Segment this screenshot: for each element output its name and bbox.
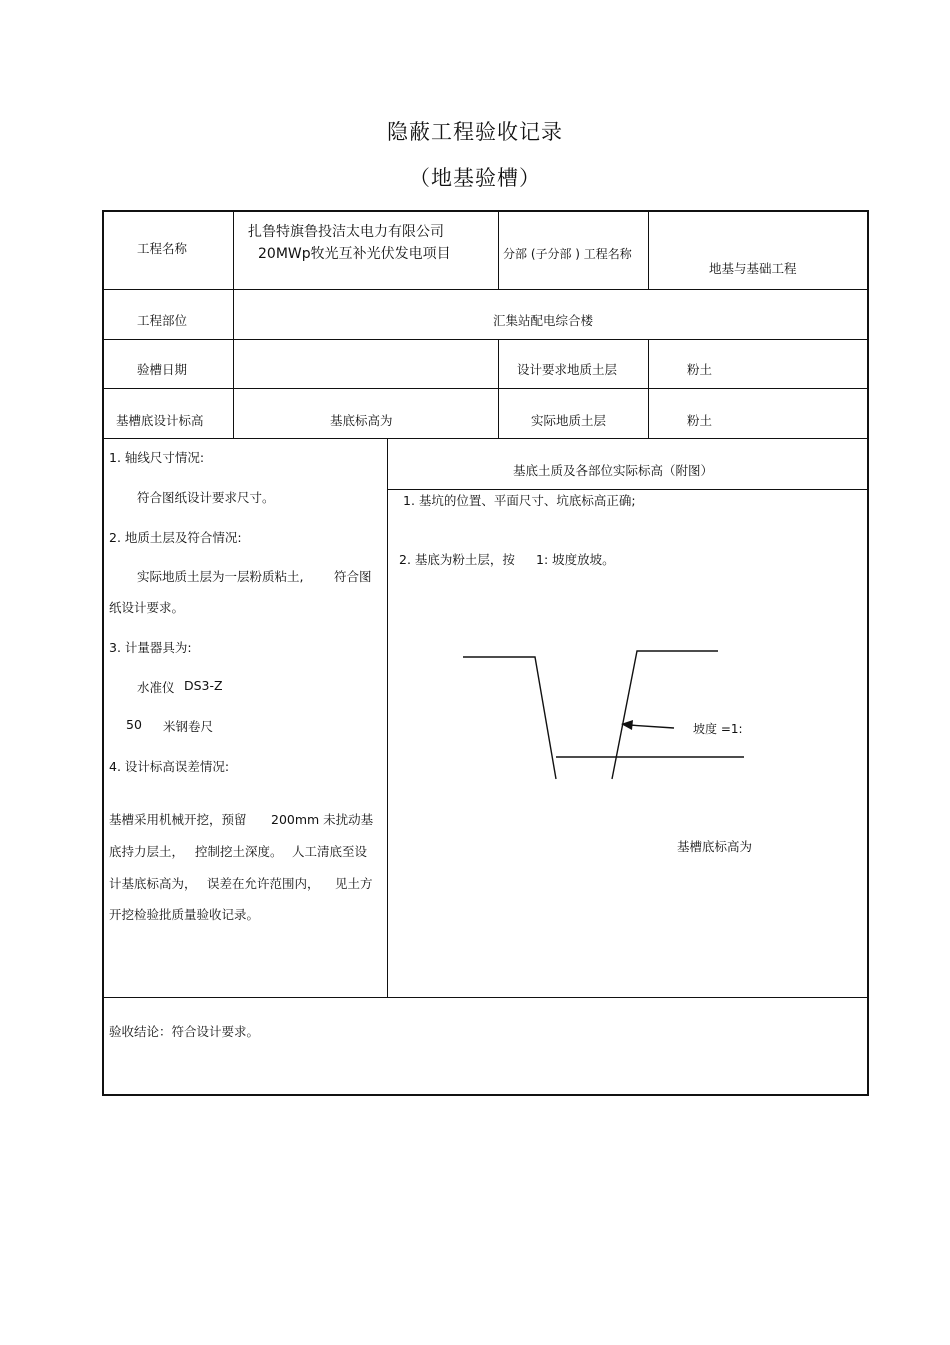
sketch-note-2a: 2. 基底为粉土层，按 (399, 552, 515, 567)
elevation-text-4: 开挖检验批质量验收记录。 (109, 907, 260, 922)
section-soil-text-a: 实际地质土层为一层粉质粘土, (137, 569, 304, 584)
project-name-line1: 扎鲁特旗鲁投洁太电力有限公司 (248, 224, 444, 240)
section-soil-text-b: 符合图 (334, 569, 372, 584)
elevation-text-1b: 200mm 未扰动基 (271, 812, 374, 827)
elevation-text-2c: 人工清底至设 (292, 844, 368, 859)
design-soil-label: 设计要求地质土层 (517, 362, 618, 377)
col-divider (648, 339, 649, 439)
actual-soil-value: 粉土 (687, 413, 713, 428)
acceptance-conclusion: 验收结论：符合设计要求。 (109, 1024, 260, 1039)
sketch-note-2b: 1: 坡度放坡。 (536, 552, 615, 567)
row-divider (102, 388, 867, 389)
elevation-text-2a: 底持力层土， (109, 844, 185, 859)
section-axis-text: 符合图纸设计要求尺寸。 (137, 490, 275, 505)
sketch-header: 基底土质及各部位实际标高（附图） (513, 463, 714, 478)
project-name-line2: 20MWp牧光互补光伏发电项目 (258, 246, 451, 262)
design-elevation-label: 基槽底设计标高 (116, 413, 204, 428)
col-divider (233, 210, 234, 439)
section-instruments-title: 3. 计量器具为: (109, 640, 192, 655)
trench-right-wall (612, 651, 718, 779)
actual-soil-label: 实际地质土层 (531, 413, 607, 428)
elevation-text-2b: 控制挖土深度。 (195, 844, 283, 859)
row-divider (387, 489, 867, 490)
elevation-text-3a: 计基底标高为， (109, 876, 197, 891)
sub-project-value: 地基与基础工程 (709, 261, 797, 276)
design-elevation-value: 基底标高为 (330, 413, 393, 428)
elevation-text-3c: 见土方 (335, 876, 373, 891)
trench-bottom-label: 基槽底标高为 (677, 839, 753, 854)
trench-left-wall (463, 657, 556, 779)
slope-label: 坡度 =1: (693, 722, 743, 736)
col-divider (648, 210, 649, 289)
elevation-text-1a: 基槽采用机械开挖，预留 (109, 812, 247, 827)
trench-section-drawing (455, 645, 755, 790)
section-axis-title: 1. 轴线尺寸情况: (109, 450, 205, 465)
col-divider (387, 438, 388, 998)
instrument-level-model: DS3-Z (184, 678, 223, 693)
row-divider (102, 997, 867, 998)
page-title: 隐蔽工程验收记录 (387, 120, 563, 144)
page-subtitle: （地基验槽） (409, 166, 541, 190)
design-soil-value: 粉土 (687, 362, 713, 377)
instrument-level-name: 水准仪 (137, 680, 175, 695)
location-label: 工程部位 (137, 313, 188, 328)
section-elevation-title: 4. 设计标高误差情况: (109, 759, 230, 774)
instrument-tape-length: 50 (126, 717, 142, 732)
sub-project-label: 分部 (子分部 ) 工程名称 (503, 247, 632, 261)
row-divider (102, 438, 867, 439)
slope-arrow-line (629, 725, 674, 728)
sketch-note-1: 1. 基坑的位置、平面尺寸、坑底标高正确; (403, 493, 636, 508)
elevation-text-3b: 误差在允许范围内， (207, 876, 320, 891)
col-divider (498, 339, 499, 439)
location-value: 汇集站配电综合楼 (493, 313, 594, 328)
instrument-tape-name: 米钢卷尺 (163, 719, 214, 734)
row-divider (102, 289, 867, 290)
row-divider (102, 339, 867, 340)
project-name-label: 工程名称 (137, 241, 188, 256)
section-soil-title: 2. 地质土层及符合情况: (109, 530, 242, 545)
section-soil-text-c: 纸设计要求。 (109, 600, 185, 615)
col-divider (498, 210, 499, 289)
date-label: 验槽日期 (137, 362, 188, 377)
